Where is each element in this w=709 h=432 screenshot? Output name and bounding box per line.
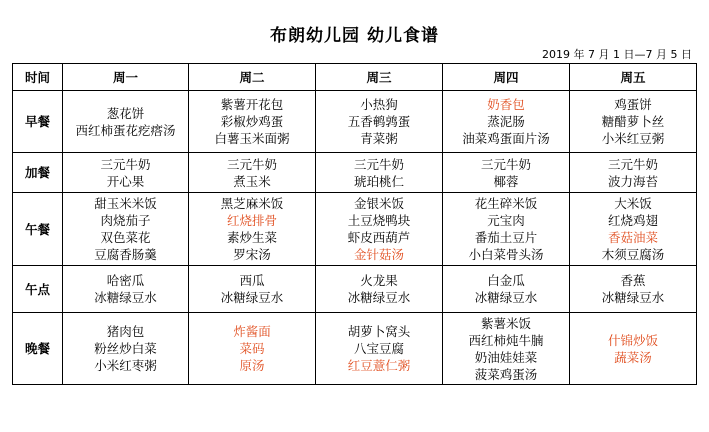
dish-item: 白金瓜 (487, 273, 525, 288)
dish-item: 木须豆腐汤 (601, 247, 665, 262)
menu-cell-friday (570, 266, 697, 313)
date-range: 2019 年 7 月 1 日—7 月 5 日 (542, 48, 692, 61)
dish-item: 番茄土豆片 (474, 230, 538, 245)
dish-item: 三元牛奶 (100, 156, 151, 172)
dish-item: 金针菇汤 (353, 247, 404, 262)
dish-item: 冰糖绿豆水 (474, 290, 538, 305)
dish-item: 葱花饼 (106, 105, 145, 121)
menu-table (12, 63, 697, 385)
dish-item: 甜玉米米饭 (94, 196, 157, 211)
dish-item: 小米红枣粥 (94, 358, 157, 373)
dish-item: 小热狗 (360, 97, 398, 112)
dish-item: 糖醋萝卜丝 (601, 114, 665, 129)
menu-cell-tuesday (189, 193, 316, 266)
dish-item: 土豆烧鸭块 (347, 213, 411, 228)
dish-item: 胡萝卜窝头 (347, 324, 411, 339)
table-row (13, 193, 697, 266)
column-header-tuesday: 周二 (189, 64, 316, 91)
dish-item: 大米饭 (614, 196, 652, 211)
dish-item: 紫薯开花包 (220, 97, 284, 112)
dish-item: 西红柿炖牛腩 (468, 332, 544, 348)
menu-cell-wednesday (316, 193, 443, 266)
dish-item: 哈密瓜 (106, 273, 145, 288)
dish-item: 肉烧茄子 (100, 213, 151, 228)
meal-label: 晚餐 (13, 313, 63, 385)
dish-item: 开心果 (106, 173, 145, 189)
dish-item: 八宝豆腐 (353, 341, 404, 356)
table-row (13, 313, 697, 385)
dish-item: 香菇油菜 (607, 230, 658, 245)
dish-item: 椰蓉 (493, 173, 519, 189)
menu-cell-wednesday (316, 153, 443, 193)
dish-item: 火龙果 (360, 273, 398, 288)
dish-item: 彩椒炒鸡蛋 (220, 114, 284, 129)
dish-item: 菜码 (239, 341, 265, 356)
menu-cell-friday (570, 91, 697, 153)
dish-item: 冰糖绿豆水 (347, 290, 411, 305)
dish-item: 什锦炒饭 (607, 332, 658, 348)
meal-label: 午点 (13, 266, 63, 313)
dish-item: 黑芝麻米饭 (220, 196, 284, 211)
table-row (13, 266, 697, 313)
dish-item: 三元牛奶 (226, 156, 277, 172)
menu-cell-thursday (443, 266, 570, 313)
menu-cell-wednesday (316, 266, 443, 313)
menu-cell-wednesday (316, 313, 443, 385)
dish-item: 蒸泥肠 (487, 114, 525, 129)
dish-item: 花生碎米饭 (474, 196, 538, 211)
column-header-friday: 周五 (570, 64, 697, 91)
menu-cell-thursday (443, 193, 570, 266)
dish-item: 小白菜骨头汤 (468, 247, 544, 262)
dish-item: 青菜粥 (360, 131, 398, 146)
menu-cell-tuesday (189, 91, 316, 153)
column-header-time: 时间 (13, 64, 63, 91)
dish-item: 西瓜 (239, 273, 265, 288)
menu-cell-monday (63, 313, 189, 385)
dish-item: 菠菜鸡蛋汤 (474, 366, 538, 382)
menu-cell-friday (570, 153, 697, 193)
menu-cell-thursday (443, 313, 570, 385)
column-header-wednesday: 周三 (316, 64, 443, 91)
table-row (13, 91, 697, 153)
menu-cell-friday (570, 193, 697, 266)
dish-item: 奶油娃娃菜 (474, 349, 538, 365)
dish-item: 双色菜花 (100, 230, 151, 245)
meal-label: 午餐 (13, 193, 63, 266)
dish-item: 炸酱面 (233, 324, 271, 339)
dish-item: 虾皮西葫芦 (347, 230, 411, 245)
header-row (13, 64, 697, 91)
menu-cell-monday (63, 91, 189, 153)
dish-item: 冰糖绿豆水 (220, 290, 284, 305)
dish-item: 香蕉 (620, 273, 646, 288)
dish-item: 琥珀桃仁 (353, 173, 404, 189)
dish-item: 豆腐香肠羹 (94, 247, 157, 262)
menu-cell-monday (63, 266, 189, 313)
menu-cell-monday (63, 153, 189, 193)
dish-item: 蔬菜汤 (614, 349, 652, 365)
column-header-thursday: 周四 (443, 64, 570, 91)
dish-item: 白薯玉米面粥 (214, 131, 290, 146)
dish-item: 粉丝炒白菜 (94, 341, 157, 356)
dish-item: 金银米饭 (353, 196, 404, 211)
dish-item: 冰糖绿豆水 (601, 290, 665, 305)
dish-item: 罗宋汤 (233, 247, 271, 262)
dish-item: 波力海苔 (607, 173, 658, 189)
menu-cell-thursday (443, 153, 570, 193)
menu-cell-tuesday (189, 153, 316, 193)
dish-item: 猪肉包 (106, 324, 145, 339)
dish-item: 冰糖绿豆水 (94, 290, 157, 305)
dish-item: 紫薯米饭 (480, 315, 531, 331)
dish-item: 红烧鸡翅 (607, 213, 658, 228)
dish-item: 素炒生菜 (226, 230, 277, 245)
menu-cell-wednesday (316, 91, 443, 153)
dish-item: 元宝肉 (487, 213, 525, 228)
menu-body (13, 91, 697, 385)
dish-item: 西红柿蛋花疙瘩汤 (75, 122, 176, 138)
page-title: 布朗幼儿园 幼儿食谱 (270, 26, 439, 46)
dish-item: 煮玉米 (233, 173, 271, 189)
dish-item: 原汤 (239, 358, 265, 373)
dish-item: 五香鹌鹑蛋 (347, 114, 411, 129)
dish-item: 三元牛奶 (353, 156, 404, 172)
dish-item: 油菜鸡蛋面片汤 (462, 131, 550, 146)
meal-label: 早餐 (13, 91, 63, 153)
menu-cell-thursday (443, 91, 570, 153)
dish-item: 鸡蛋饼 (614, 97, 652, 112)
menu-cell-friday (570, 313, 697, 385)
dish-item: 奶香包 (487, 97, 525, 112)
meal-label: 加餐 (13, 153, 63, 193)
dish-item: 三元牛奶 (480, 156, 531, 172)
dish-item: 红烧排骨 (226, 213, 277, 228)
dish-item: 小米红豆粥 (601, 131, 665, 146)
menu-cell-tuesday (189, 313, 316, 385)
column-header-monday: 周一 (63, 64, 189, 91)
table-row (13, 153, 697, 193)
menu-cell-monday (63, 193, 189, 266)
dish-item: 红豆薏仁粥 (347, 358, 411, 373)
dish-item: 三元牛奶 (607, 156, 658, 172)
menu-cell-tuesday (189, 266, 316, 313)
